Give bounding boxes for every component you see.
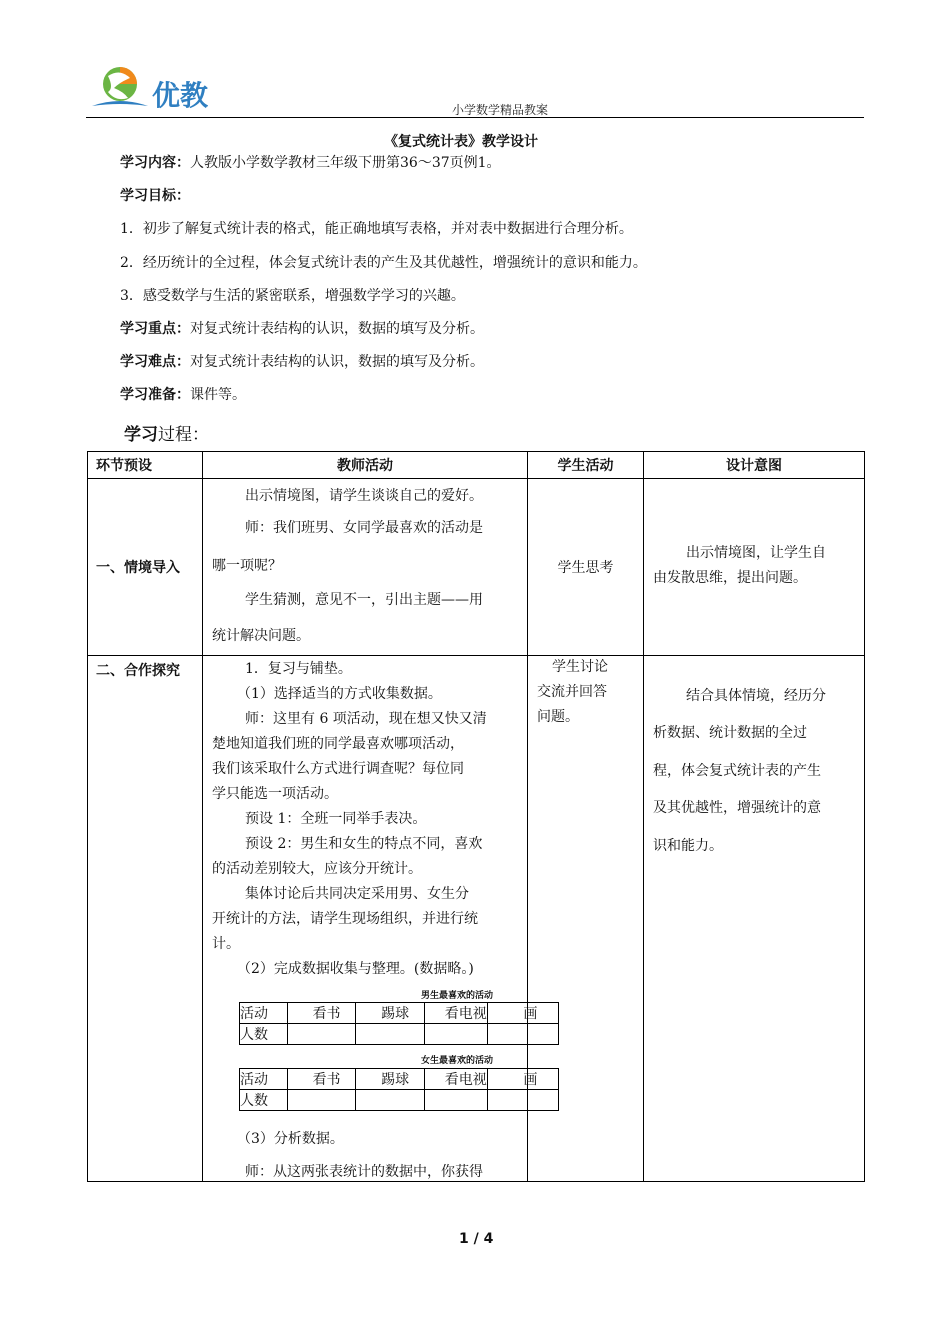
row2-teacher-line: （1）选择适当的方式收集数据。 bbox=[237, 686, 442, 702]
logo-text: 优教 bbox=[152, 79, 209, 112]
process-heading bbox=[124, 420, 209, 445]
key-line bbox=[120, 322, 484, 336]
row2-student-line: 问题。 bbox=[537, 709, 579, 725]
process-heading-rest: 过程： bbox=[158, 425, 209, 445]
process-heading-bold: 学习 bbox=[124, 425, 158, 445]
process-table bbox=[87, 451, 865, 1182]
row1-stage-cell bbox=[88, 479, 203, 656]
row2-teacher-line: （3）分析数据。 bbox=[237, 1131, 344, 1147]
mini-cell: 看书 bbox=[287, 1003, 356, 1024]
mini-cell: 看电视 bbox=[424, 1069, 488, 1090]
mini-table-title: 女生最喜欢的活动 bbox=[421, 1056, 494, 1066]
row1-intent-line: 由发散思维，提出问题。 bbox=[653, 570, 807, 586]
row2-teacher-line: （2）完成数据收集与整理。(数据略。) bbox=[237, 961, 474, 977]
content-label: 学习内容： bbox=[120, 155, 190, 171]
mini-cell: 人数 bbox=[240, 1090, 288, 1111]
row1-student: 学生思考 bbox=[557, 560, 614, 576]
row2-teacher-line: 学只能选一项活动。 bbox=[212, 786, 338, 802]
mini-table bbox=[239, 1068, 559, 1111]
row2-teacher-line: 师：这里有 6 项活动，现在想又快又清 bbox=[245, 711, 487, 727]
row1-teacher-line: 学生猜测，意见不一，引出主题——用 bbox=[245, 592, 483, 608]
row1-teacher-line: 统计解决问题。 bbox=[212, 628, 310, 644]
row2-teacher-line: 计。 bbox=[212, 936, 240, 952]
mini-table-figure bbox=[236, 984, 538, 1114]
row2-teacher-line: 预设 2：男生和女生的特点不同，喜欢 bbox=[245, 836, 483, 852]
row2-teacher-line: 开统计的方法，请学生现场组织，并进行统 bbox=[212, 911, 478, 927]
row1-stage: 一、情境导入 bbox=[96, 560, 180, 576]
prep-text: 课件等。 bbox=[190, 387, 246, 403]
mini-table bbox=[239, 1002, 559, 1045]
mini-cell: 画 bbox=[488, 1069, 559, 1090]
row2-intent-line: 识和能力。 bbox=[653, 838, 723, 854]
row1-teacher-line: 出示情境图，请学生谈谈自己的爱好。 bbox=[245, 488, 483, 504]
mini-cell: 踢球 bbox=[356, 1003, 425, 1024]
row2-intent-line: 及其优越性，增强统计的意 bbox=[653, 800, 821, 816]
mini-cell bbox=[424, 1090, 488, 1111]
difficulty-line bbox=[120, 355, 484, 369]
row1-intent-cell bbox=[644, 479, 865, 656]
prep-label: 学习准备： bbox=[120, 387, 190, 403]
page-title: 《复式统计表》教学设计 bbox=[384, 134, 538, 150]
row2-teacher-line: 集体讨论后共同决定采用男、女生分 bbox=[245, 886, 469, 902]
row1-student-cell bbox=[528, 479, 644, 656]
row2-teacher-line: 的活动差别较大，应该分开统计。 bbox=[212, 861, 422, 877]
row1-teacher-line: 师：我们班男、女同学最喜欢的活动是 bbox=[245, 520, 483, 536]
key-text: 对复式统计表结构的认识，数据的填写及分析。 bbox=[190, 321, 484, 337]
row2-stage-cell bbox=[88, 656, 203, 1182]
row2-teacher-line: 1．复习与铺垫。 bbox=[245, 661, 352, 677]
mini-cell bbox=[356, 1090, 425, 1111]
row2-student-line: 学生讨论 bbox=[552, 659, 608, 675]
row2-student-cell bbox=[528, 656, 644, 1182]
content-line bbox=[120, 156, 501, 170]
mini-table-title: 男生最喜欢的活动 bbox=[421, 991, 494, 1001]
mini-cell bbox=[356, 1024, 425, 1045]
logo-icon bbox=[90, 62, 150, 112]
row2-teacher-line: 师：从这两张表统计的数据中，你获得 bbox=[245, 1164, 483, 1180]
mini-cell: 画 bbox=[488, 1003, 559, 1024]
row2-teacher-line: 预设 1：全班一同举手表决。 bbox=[245, 811, 427, 827]
mini-cell: 看书 bbox=[287, 1069, 356, 1090]
mini-cell bbox=[287, 1024, 356, 1045]
key-label: 学习重点： bbox=[120, 321, 190, 337]
goal-item: 3．感受数学与生活的紧密联系，增强数学学习的兴趣。 bbox=[120, 288, 465, 304]
goals-label: 学习目标： bbox=[120, 188, 190, 204]
table-header-row bbox=[88, 452, 865, 479]
table-row bbox=[88, 656, 865, 1182]
difficulty-text: 对复式统计表结构的认识，数据的填写及分析。 bbox=[190, 354, 484, 370]
mini-cell: 人数 bbox=[240, 1024, 288, 1045]
row2-stage: 二、合作探究 bbox=[96, 663, 180, 679]
page-number: 1 / 4 bbox=[459, 1231, 494, 1247]
mini-cell: 活动 bbox=[240, 1003, 288, 1024]
row1-teacher-cell bbox=[203, 479, 528, 656]
row2-teacher-line: 楚地知道我们班的同学最喜欢哪项活动， bbox=[212, 736, 464, 752]
row2-teacher-cell bbox=[203, 656, 538, 1182]
header-student: 学生活动 bbox=[528, 452, 644, 479]
mini-cell: 看电视 bbox=[424, 1003, 488, 1024]
header-stage: 环节预设 bbox=[88, 452, 203, 479]
mini-cell: 踢球 bbox=[356, 1069, 425, 1090]
header-teacher: 教师活动 bbox=[203, 452, 528, 479]
row2-intent-line: 析数据、统计数据的全过 bbox=[653, 725, 807, 741]
logo bbox=[90, 62, 150, 112]
mini-cell bbox=[287, 1090, 356, 1111]
mini-cell bbox=[424, 1024, 488, 1045]
row2-intent-line: 结合具体情境，经历分 bbox=[686, 688, 826, 704]
row1-intent-line: 出示情境图，让学生自 bbox=[686, 545, 826, 561]
content-text: 人教版小学数学教材三年级下册第36～37页例1。 bbox=[190, 155, 501, 171]
row2-student-line: 交流并回答 bbox=[537, 684, 607, 700]
mini-cell: 活动 bbox=[240, 1069, 288, 1090]
header-divider bbox=[86, 117, 864, 118]
header-subtitle: 小学数学精品教案 bbox=[452, 103, 549, 117]
row1-teacher-line: 哪一项呢？ bbox=[212, 558, 282, 574]
difficulty-label: 学习难点： bbox=[120, 354, 190, 370]
row2-teacher-line: 我们该采取什么方式进行调查呢？每位同 bbox=[212, 761, 464, 777]
header-intent: 设计意图 bbox=[644, 452, 865, 479]
goal-item: 1．初步了解复式统计表的格式，能正确地填写表格，并对表中数据进行合理分析。 bbox=[120, 221, 633, 237]
table-row bbox=[88, 479, 865, 656]
row2-intent-line: 程，体会复式统计表的产生 bbox=[653, 763, 821, 779]
prep-line bbox=[120, 388, 246, 402]
goal-item: 2．经历统计的全过程，体会复式统计表的产生及其优越性，增强统计的意识和能力。 bbox=[120, 255, 647, 271]
row2-intent-cell bbox=[644, 656, 865, 1182]
